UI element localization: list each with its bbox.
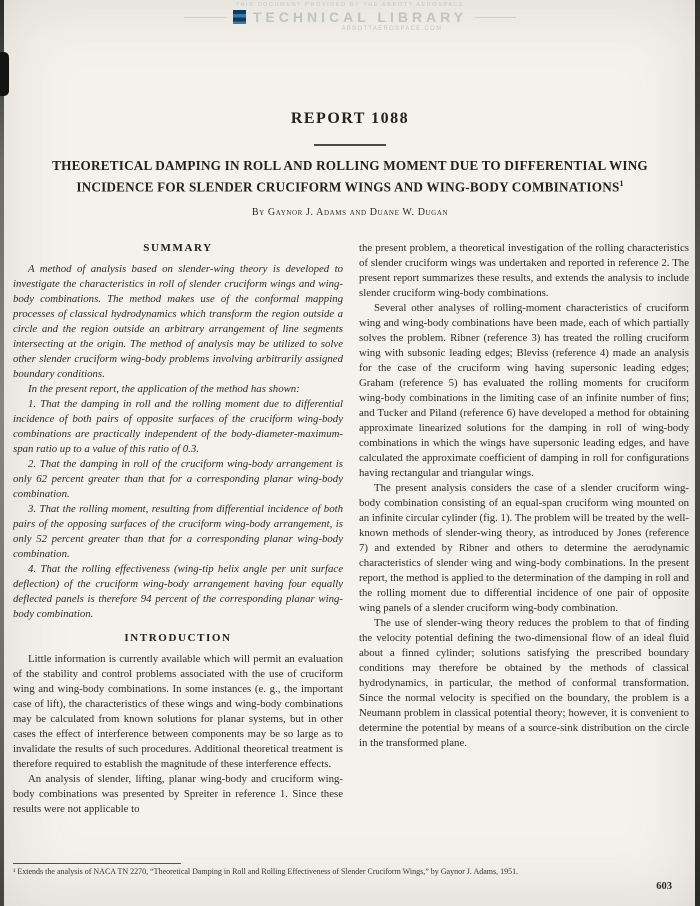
report-title-line1: THEORETICAL DAMPING IN ROLL AND ROLLING MOMENT DUE TO DIFFERENTIAL WING	[52, 158, 648, 173]
byline: By Gaynor J. Adams and Duane W. Dugan	[251, 207, 449, 218]
introduction-heading: INTRODUCTION	[124, 632, 232, 644]
watermark-provider-text: THIS DOCUMENT PROVIDED BY THE ABBOTT AEROSPACE	[235, 2, 465, 8]
body-paragraph: Several other analyses of rolling-moment characteristics of cruciform wing and wing-body combinations have been made, each of which partially solves the problem. Ribner (reference 3) has treated the rolling cruciform wing with subsonic leading edges; Bleviss (reference 4) made an analysis for the case of the cruciform wing having supersonic leading edges; Graham (reference 5) has evaluated the rolling moments for cruciform wing-body combinations in the limiting case of an infinite number of fins; and Tucker and Piland (reference 6) have developed a method for obtaining approximate linearized solutions for the damping in roll of wing-body combinations in which the wings have supersonic leading edges, and have calculated the approximate coefficient of damping in roll for configurations having rectangular and triangular wings.	[359, 302, 689, 479]
footnote-text: ¹ Extends the analysis of NACA TN 2270, “Theoretical Damping in Roll and Rolling Effectiveness of Slender Cruciform Wings,” by Gaynor J. Adams, 1951.	[13, 867, 519, 876]
body-paragraph: The present analysis considers the case of a slender cruciform wing-body combination consisting of an equal-span cruciform wing mounted on an infinite circular cylinder (fig. 1). The problem will be treated by the well-known methods of slender-wing theory, as introduced by Jones (reference 7) and extended by Ribner and others to determine the aerodynamic characteristics of slender wing and wing-body combinations. In the present report, the method is applied to the determination of the damping in roll and the rolling moment due to differential incidence of one pair of opposite wing panels of a slender cruciform wing-body combination.	[359, 482, 689, 614]
footnote-divider-rule	[13, 863, 181, 864]
report-title-line2: INCIDENCE FOR SLENDER CRUCIFORM WINGS AND WING-BODY COMBINATIONS	[76, 178, 620, 194]
title-footnote-marker: 1	[619, 178, 624, 188]
summary-paragraph: 2. That the damping in roll of the cruciform wing-body arrangement is only 62 percent greater than that for a corresponding planar wing-body combination.	[13, 458, 343, 500]
right-column	[359, 241, 689, 817]
body-paragraph: the present problem, a theoretical investigation of the rolling characteristics of slender cruciform wings was undertaken and reported in reference 2. The present report summarizes these results, and extends the analysis to include slender cruciform wing-body combinations.	[359, 242, 689, 299]
scan-edge-right	[695, 0, 700, 906]
summary-heading: SUMMARY	[143, 242, 213, 254]
summary-paragraph: 3. That the rolling moment, resulting from differential incidence of both pairs of the opposing surfaces of the cruciform wing-body arrangement, is only 52 percent greater than that for a corresponding planar wing-body combination.	[13, 503, 343, 560]
summary-paragraph: 1. That the damping in roll and the rolling moment due to differential incidence of both pairs of opposite surfaces of the cruciform wing-body combinations are practically independent of the body-diameter-maximum-span ratio up to a value of this ratio of 0.3.	[13, 398, 343, 455]
title-divider-rule	[314, 144, 386, 146]
scan-edge-left	[0, 0, 4, 906]
two-column-body	[13, 241, 689, 817]
body-paragraph: The use of slender-wing theory reduces the problem to that of finding the velocity potential defining the two-dimensional flow of an ideal fluid about a finned cylinder; solutions satisfying the prescribed boundary conditions may therefore be obtained by the methods of classical hydrodynamics, in particular, the method of conformal transformation. Since the normal velocity is specified on the boundary, the problem is a Neumann problem in classical potential theory; however, it is convenient to determine the potential by means of a source-sink distribution on the circle in the transformed plane.	[359, 617, 689, 749]
footnote-block	[13, 863, 689, 877]
watermark-logo-row	[0, 9, 700, 25]
report-title	[22, 157, 678, 195]
watermark-header	[0, 2, 700, 32]
watermark-title: TECHNICAL LIBRARY	[252, 9, 468, 25]
summary-paragraph: A method of analysis based on slender-wing theory is developed to investigate the characteristics in roll of slender cruciform wings and wing-body combinations. The method makes use of the conformal mapping processes of classical hydrodynamics which transform the region outside a circle and the region outside an arbitrary arrangement of line segments intersecting at the origin. The method of analysis may be utilized to solve other slender cruciform wing-body problems involving arbitrarily assigned boundary conditions.	[13, 263, 343, 380]
intro-paragraph: Little information is currently available which will permit an evaluation of the stability and control problems associated with the use of cruciform wing and wing-body combinations. In some instances (e. g., the important case of lift), the characteristics of these wings and wing-body combinations may be calculated from known solutions for planar systems, but in other cases the effect of interference between components may be so large as to invalidate the results of such procedures. Additional theoretical treatment is therefore required to establish the magnitude of these interference effects.	[13, 653, 343, 770]
abbott-aerospace-logo-icon	[233, 10, 246, 24]
summary-paragraph: In the present report, the application of the method has shown:	[28, 383, 300, 395]
intro-paragraph: An analysis of slender, lifting, planar wing-body and cruciform wing-body combinations was presented by Spreiter in reference 1. Since these results were not applicable to	[13, 773, 343, 815]
report-number: REPORT 1088	[290, 110, 410, 127]
left-column	[13, 241, 343, 817]
watermark-domain-text: ABBOTTAEROSPACE.COM	[341, 26, 443, 32]
scan-artifact-blob	[0, 52, 9, 96]
page-number: 603	[656, 881, 672, 892]
summary-paragraph: 4. That the rolling effectiveness (wing-tip helix angle per unit surface deflection) of the cruciform wing-body arrangement having four equally deflected panels is therefore 94 percent of the corresponding planar wing-body combination.	[13, 563, 343, 620]
summary-section	[13, 262, 343, 622]
